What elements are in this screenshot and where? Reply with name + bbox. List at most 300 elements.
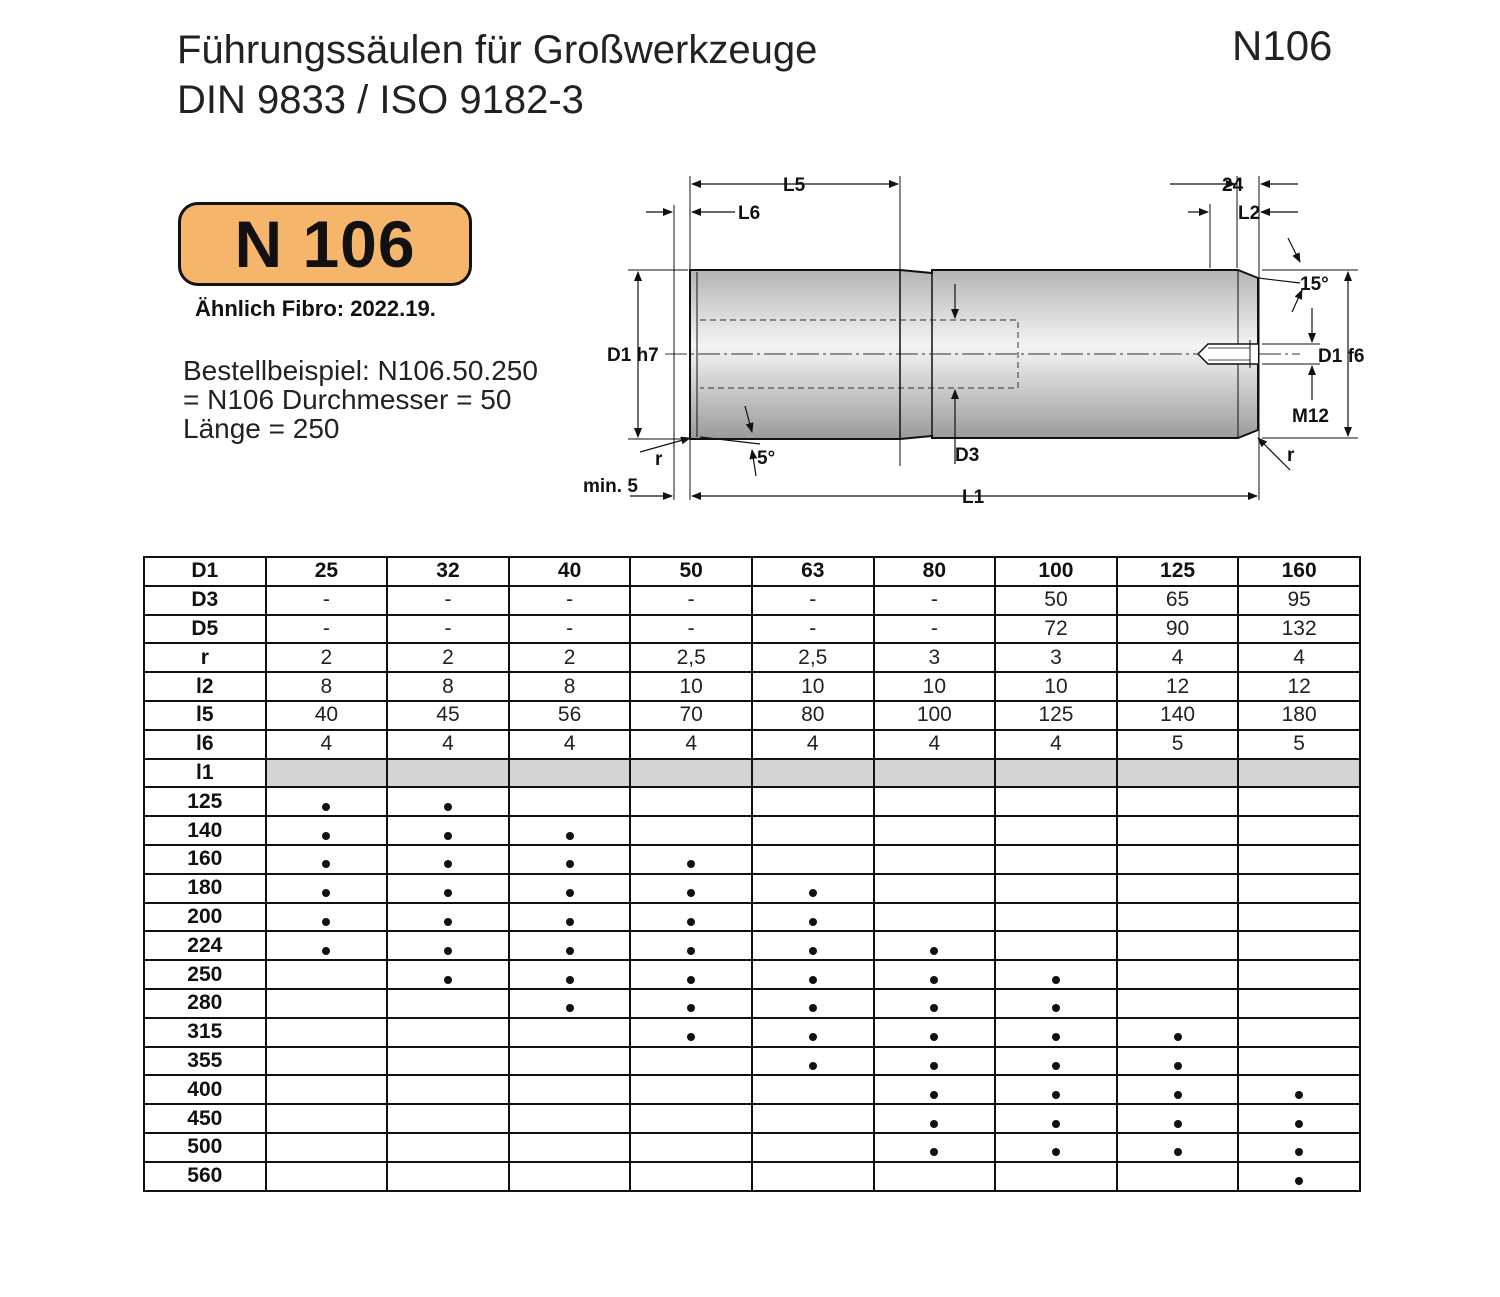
dimension-table bbox=[143, 556, 1361, 1192]
availability-cell bbox=[752, 1104, 874, 1133]
availability-cell bbox=[752, 931, 874, 960]
availability-cell bbox=[387, 1018, 509, 1047]
row-label: 180 bbox=[144, 874, 266, 903]
availability-cell bbox=[630, 1018, 752, 1047]
available-dot-icon bbox=[930, 947, 938, 955]
table-cell: 125 bbox=[995, 701, 1117, 730]
availability-cell bbox=[752, 1018, 874, 1047]
product-badge: N 106 bbox=[178, 202, 472, 286]
availability-cell bbox=[1117, 1075, 1239, 1104]
available-dot-icon bbox=[930, 1033, 938, 1041]
availability-cell bbox=[266, 960, 388, 989]
availability-cell bbox=[630, 874, 752, 903]
row-label: 140 bbox=[144, 816, 266, 845]
availability-cell bbox=[630, 1047, 752, 1076]
table-cell: 65 bbox=[1117, 586, 1239, 615]
label-l5: L5 bbox=[783, 175, 806, 196]
availability-cell bbox=[266, 1075, 388, 1104]
header-diameter: 63 bbox=[752, 557, 874, 586]
availability-cell bbox=[874, 816, 996, 845]
available-dot-icon bbox=[1295, 1120, 1303, 1128]
available-dot-icon bbox=[930, 1062, 938, 1070]
availability-cell bbox=[387, 1047, 509, 1076]
availability-cell bbox=[1117, 1018, 1239, 1047]
available-dot-icon bbox=[1052, 1033, 1060, 1041]
availability-cell bbox=[874, 1162, 996, 1191]
availability-cell bbox=[1117, 787, 1239, 816]
available-dot-icon bbox=[322, 832, 330, 840]
row-label: 400 bbox=[144, 1075, 266, 1104]
available-dot-icon bbox=[687, 947, 695, 955]
table-cell: 2 bbox=[266, 643, 388, 672]
availability-cell bbox=[266, 931, 388, 960]
availability-cell bbox=[874, 1104, 996, 1133]
row-label: 250 bbox=[144, 960, 266, 989]
row-label: D3 bbox=[144, 586, 266, 615]
available-dot-icon bbox=[1052, 1004, 1060, 1012]
table-row bbox=[144, 874, 1360, 903]
availability-cell bbox=[874, 960, 996, 989]
availability-cell bbox=[630, 903, 752, 932]
table-cell bbox=[1117, 759, 1239, 788]
availability-cell bbox=[995, 787, 1117, 816]
table-cell: 4 bbox=[1238, 643, 1360, 672]
availability-cell bbox=[509, 787, 631, 816]
availability-cell bbox=[387, 1104, 509, 1133]
table-row bbox=[144, 960, 1360, 989]
available-dot-icon bbox=[322, 803, 330, 811]
available-dot-icon bbox=[930, 976, 938, 984]
availability-cell bbox=[266, 1133, 388, 1162]
availability-cell bbox=[995, 1075, 1117, 1104]
available-dot-icon bbox=[566, 889, 574, 897]
table-cell: 8 bbox=[509, 672, 631, 701]
row-label: D5 bbox=[144, 615, 266, 644]
table-cell bbox=[387, 759, 509, 788]
availability-cell bbox=[630, 1075, 752, 1104]
availability-cell bbox=[874, 1133, 996, 1162]
available-dot-icon bbox=[444, 976, 452, 984]
available-dot-icon bbox=[444, 832, 452, 840]
arrow-15deg-top bbox=[1288, 238, 1300, 262]
availability-cell bbox=[387, 845, 509, 874]
table-cell: 80 bbox=[752, 701, 874, 730]
availability-cell bbox=[752, 1075, 874, 1104]
availability-cell bbox=[509, 960, 631, 989]
table-cell: - bbox=[630, 586, 752, 615]
table-cell: 90 bbox=[1117, 615, 1239, 644]
availability-cell bbox=[752, 960, 874, 989]
table-row bbox=[144, 931, 1360, 960]
availability-cell bbox=[266, 903, 388, 932]
table-cell: - bbox=[752, 615, 874, 644]
availability-cell bbox=[266, 1018, 388, 1047]
available-dot-icon bbox=[1052, 1091, 1060, 1099]
availability-cell bbox=[752, 874, 874, 903]
label-15deg: 15° bbox=[1300, 274, 1329, 295]
availability-cell bbox=[874, 845, 996, 874]
availability-cell bbox=[874, 931, 996, 960]
arrow-5deg-bottom bbox=[752, 450, 756, 476]
table-cell: 132 bbox=[1238, 615, 1360, 644]
header-diameter: 50 bbox=[630, 557, 752, 586]
table-cell: 2,5 bbox=[752, 643, 874, 672]
label-5deg: 5° bbox=[757, 448, 776, 469]
table-cell: - bbox=[752, 586, 874, 615]
table-cell: 4 bbox=[1117, 643, 1239, 672]
availability-cell bbox=[995, 845, 1117, 874]
availability-cell bbox=[509, 816, 631, 845]
availability-cell bbox=[630, 1162, 752, 1191]
table-cell: 4 bbox=[995, 730, 1117, 759]
availability-cell bbox=[1238, 960, 1360, 989]
availability-cell bbox=[1238, 903, 1360, 932]
row-label: 450 bbox=[144, 1104, 266, 1133]
label-l6: L6 bbox=[738, 203, 761, 224]
table-row bbox=[144, 989, 1360, 1018]
availability-cell bbox=[874, 1047, 996, 1076]
availability-cell bbox=[1238, 1133, 1360, 1162]
table-row bbox=[144, 615, 1360, 644]
availability-cell bbox=[1238, 1104, 1360, 1133]
similar-reference: Ähnlich Fibro: 2022.19. bbox=[195, 296, 436, 321]
availability-cell bbox=[752, 1162, 874, 1191]
available-dot-icon bbox=[322, 918, 330, 926]
header-diameter: 80 bbox=[874, 557, 996, 586]
availability-cell bbox=[995, 960, 1117, 989]
available-dot-icon bbox=[687, 889, 695, 897]
available-dot-icon bbox=[809, 947, 817, 955]
availability-cell bbox=[1117, 1104, 1239, 1133]
table-cell: - bbox=[874, 615, 996, 644]
availability-cell bbox=[630, 845, 752, 874]
availability-cell bbox=[266, 989, 388, 1018]
availability-cell bbox=[387, 960, 509, 989]
available-dot-icon bbox=[1295, 1177, 1303, 1185]
table-row bbox=[144, 730, 1360, 759]
table-row bbox=[144, 1104, 1360, 1133]
available-dot-icon bbox=[1174, 1062, 1182, 1070]
availability-cell bbox=[995, 1047, 1117, 1076]
table-cell: - bbox=[266, 586, 388, 615]
availability-cell bbox=[387, 903, 509, 932]
availability-cell bbox=[1117, 960, 1239, 989]
table-cell: 4 bbox=[509, 730, 631, 759]
available-dot-icon bbox=[809, 918, 817, 926]
table-row bbox=[144, 643, 1360, 672]
table-row bbox=[144, 1075, 1360, 1104]
label-l1: L1 bbox=[962, 487, 985, 508]
availability-cell bbox=[1238, 845, 1360, 874]
available-dot-icon bbox=[566, 1004, 574, 1012]
availability-cell bbox=[1117, 1047, 1239, 1076]
availability-cell bbox=[752, 1133, 874, 1162]
order-example-line-2: = N106 Durchmesser = 50 bbox=[183, 384, 512, 415]
available-dot-icon bbox=[809, 1004, 817, 1012]
table-row bbox=[144, 586, 1360, 615]
row-label: l2 bbox=[144, 672, 266, 701]
availability-cell bbox=[1238, 816, 1360, 845]
available-dot-icon bbox=[566, 918, 574, 926]
availability-cell bbox=[509, 874, 631, 903]
row-label: 160 bbox=[144, 845, 266, 874]
available-dot-icon bbox=[322, 860, 330, 868]
available-dot-icon bbox=[566, 832, 574, 840]
row-label: 280 bbox=[144, 989, 266, 1018]
availability-cell bbox=[995, 1104, 1117, 1133]
row-label: 224 bbox=[144, 931, 266, 960]
availability-cell bbox=[1117, 816, 1239, 845]
table-cell: 10 bbox=[630, 672, 752, 701]
availability-cell bbox=[995, 1162, 1117, 1191]
availability-cell bbox=[995, 1018, 1117, 1047]
available-dot-icon bbox=[1174, 1033, 1182, 1041]
leader-15deg bbox=[1258, 278, 1300, 283]
availability-cell bbox=[1238, 989, 1360, 1018]
table-cell: - bbox=[874, 586, 996, 615]
page-subtitle-standard: DIN 9833 / ISO 9182-3 bbox=[177, 78, 584, 122]
availability-cell bbox=[387, 816, 509, 845]
row-label: 315 bbox=[144, 1018, 266, 1047]
availability-cell bbox=[874, 1075, 996, 1104]
label-m12: M12 bbox=[1292, 406, 1329, 427]
availability-cell bbox=[1117, 931, 1239, 960]
availability-cell bbox=[1238, 787, 1360, 816]
label-24: 24 bbox=[1222, 175, 1244, 196]
availability-cell bbox=[752, 989, 874, 1018]
thread-hole bbox=[1198, 344, 1258, 364]
label-d1h7: D1 h7 bbox=[607, 345, 659, 366]
table-row bbox=[144, 845, 1360, 874]
available-dot-icon bbox=[809, 889, 817, 897]
table-cell: 4 bbox=[266, 730, 388, 759]
availability-cell bbox=[509, 1104, 631, 1133]
label-min5: min. 5 bbox=[583, 476, 638, 497]
availability-cell bbox=[387, 1162, 509, 1191]
table-cell bbox=[266, 759, 388, 788]
table-cell: 50 bbox=[995, 586, 1117, 615]
header-label: D1 bbox=[144, 557, 266, 586]
availability-cell bbox=[1117, 874, 1239, 903]
label-d1f6: D1 f6 bbox=[1318, 346, 1365, 367]
availability-cell bbox=[995, 816, 1117, 845]
header-diameter: 125 bbox=[1117, 557, 1239, 586]
availability-cell bbox=[509, 989, 631, 1018]
availability-cell bbox=[1238, 874, 1360, 903]
availability-cell bbox=[266, 845, 388, 874]
row-label: 560 bbox=[144, 1162, 266, 1191]
availability-cell bbox=[630, 989, 752, 1018]
table-cell: 10 bbox=[752, 672, 874, 701]
available-dot-icon bbox=[322, 947, 330, 955]
table-row bbox=[144, 701, 1360, 730]
availability-cell bbox=[509, 1133, 631, 1162]
availability-cell bbox=[874, 903, 996, 932]
row-label: 500 bbox=[144, 1133, 266, 1162]
availability-cell bbox=[266, 1162, 388, 1191]
table-cell bbox=[509, 759, 631, 788]
table-cell: 40 bbox=[266, 701, 388, 730]
availability-cell bbox=[1238, 1162, 1360, 1191]
available-dot-icon bbox=[1052, 1148, 1060, 1156]
availability-cell bbox=[874, 989, 996, 1018]
table-cell: 2 bbox=[509, 643, 631, 672]
available-dot-icon bbox=[444, 947, 452, 955]
table-cell: 140 bbox=[1117, 701, 1239, 730]
availability-cell bbox=[266, 787, 388, 816]
row-label: 125 bbox=[144, 787, 266, 816]
availability-cell bbox=[387, 874, 509, 903]
available-dot-icon bbox=[687, 918, 695, 926]
table-cell: 4 bbox=[874, 730, 996, 759]
available-dot-icon bbox=[444, 860, 452, 868]
availability-cell bbox=[387, 787, 509, 816]
order-example-line-1: Bestellbeispiel: N106.50.250 bbox=[183, 355, 538, 386]
table-cell: 100 bbox=[874, 701, 996, 730]
label-l2: L2 bbox=[1238, 203, 1261, 224]
availability-cell bbox=[995, 989, 1117, 1018]
available-dot-icon bbox=[1174, 1148, 1182, 1156]
table-cell: - bbox=[630, 615, 752, 644]
availability-cell bbox=[387, 1133, 509, 1162]
availability-cell bbox=[630, 931, 752, 960]
table-row bbox=[144, 787, 1360, 816]
availability-cell bbox=[630, 816, 752, 845]
available-dot-icon bbox=[1052, 1062, 1060, 1070]
row-label: l1 bbox=[144, 759, 266, 788]
row-label: r bbox=[144, 643, 266, 672]
availability-cell bbox=[874, 1018, 996, 1047]
available-dot-icon bbox=[930, 1148, 938, 1156]
table-cell bbox=[874, 759, 996, 788]
table-row bbox=[144, 1162, 1360, 1191]
available-dot-icon bbox=[687, 1004, 695, 1012]
availability-cell bbox=[1117, 1133, 1239, 1162]
available-dot-icon bbox=[444, 803, 452, 811]
table-cell: - bbox=[509, 586, 631, 615]
product-code: N106 bbox=[1232, 22, 1333, 69]
available-dot-icon bbox=[566, 976, 574, 984]
table-cell: 4 bbox=[752, 730, 874, 759]
available-dot-icon bbox=[1052, 976, 1060, 984]
table-cell bbox=[1238, 759, 1360, 788]
availability-cell bbox=[509, 845, 631, 874]
table-cell: 72 bbox=[995, 615, 1117, 644]
availability-cell bbox=[752, 845, 874, 874]
available-dot-icon bbox=[687, 1033, 695, 1041]
table-cell: 70 bbox=[630, 701, 752, 730]
table-cell: 45 bbox=[387, 701, 509, 730]
available-dot-icon bbox=[809, 1062, 817, 1070]
availability-cell bbox=[1117, 903, 1239, 932]
row-label: l5 bbox=[144, 701, 266, 730]
row-label: 200 bbox=[144, 903, 266, 932]
leader-r-right bbox=[1258, 438, 1290, 470]
availability-cell bbox=[995, 903, 1117, 932]
table-cell: 3 bbox=[995, 643, 1117, 672]
availability-cell bbox=[995, 1133, 1117, 1162]
table-cell: 3 bbox=[874, 643, 996, 672]
availability-cell bbox=[874, 787, 996, 816]
table-cell: 12 bbox=[1117, 672, 1239, 701]
availability-cell bbox=[630, 1133, 752, 1162]
header-diameter: 100 bbox=[995, 557, 1117, 586]
label-r-left: r bbox=[655, 449, 663, 470]
table-cell: - bbox=[509, 615, 631, 644]
available-dot-icon bbox=[930, 1091, 938, 1099]
availability-cell bbox=[995, 874, 1117, 903]
table-cell: - bbox=[266, 615, 388, 644]
table-cell: 2 bbox=[387, 643, 509, 672]
availability-cell bbox=[387, 1075, 509, 1104]
available-dot-icon bbox=[930, 1004, 938, 1012]
table-cell: 56 bbox=[509, 701, 631, 730]
table-cell bbox=[752, 759, 874, 788]
table-cell: 8 bbox=[387, 672, 509, 701]
table-cell: 180 bbox=[1238, 701, 1360, 730]
available-dot-icon bbox=[1052, 1120, 1060, 1128]
availability-cell bbox=[387, 989, 509, 1018]
table-row bbox=[144, 903, 1360, 932]
availability-cell bbox=[752, 816, 874, 845]
table-cell: 5 bbox=[1117, 730, 1239, 759]
availability-cell bbox=[874, 874, 996, 903]
table-row bbox=[144, 1133, 1360, 1162]
availability-cell bbox=[752, 787, 874, 816]
table-header-row bbox=[144, 557, 1360, 586]
availability-cell bbox=[387, 931, 509, 960]
availability-cell bbox=[509, 1075, 631, 1104]
leader-r-left bbox=[640, 438, 690, 452]
availability-cell bbox=[266, 874, 388, 903]
table-cell: 4 bbox=[387, 730, 509, 759]
availability-cell bbox=[509, 1018, 631, 1047]
available-dot-icon bbox=[1295, 1148, 1303, 1156]
availability-cell bbox=[1117, 845, 1239, 874]
available-dot-icon bbox=[1174, 1091, 1182, 1099]
table-cell: 10 bbox=[874, 672, 996, 701]
table-cell: 10 bbox=[995, 672, 1117, 701]
header-diameter: 32 bbox=[387, 557, 509, 586]
available-dot-icon bbox=[444, 889, 452, 897]
availability-cell bbox=[1238, 1075, 1360, 1104]
header-diameter: 40 bbox=[509, 557, 631, 586]
table-cell: - bbox=[387, 615, 509, 644]
label-d3: D3 bbox=[955, 445, 980, 466]
available-dot-icon bbox=[809, 976, 817, 984]
availability-cell bbox=[630, 787, 752, 816]
available-dot-icon bbox=[1295, 1091, 1303, 1099]
available-dot-icon bbox=[930, 1120, 938, 1128]
availability-cell bbox=[509, 903, 631, 932]
table-row bbox=[144, 816, 1360, 845]
page-title: Führungssäulen für Großwerkzeuge bbox=[177, 28, 818, 72]
table-cell: 4 bbox=[630, 730, 752, 759]
table-row bbox=[144, 1047, 1360, 1076]
row-label: l6 bbox=[144, 730, 266, 759]
table-cell bbox=[630, 759, 752, 788]
table-row bbox=[144, 672, 1360, 701]
availability-cell bbox=[1117, 989, 1239, 1018]
available-dot-icon bbox=[566, 860, 574, 868]
availability-cell bbox=[752, 903, 874, 932]
availability-cell bbox=[509, 931, 631, 960]
table-cell: 5 bbox=[1238, 730, 1360, 759]
availability-cell bbox=[995, 931, 1117, 960]
table-cell bbox=[995, 759, 1117, 788]
available-dot-icon bbox=[809, 1033, 817, 1041]
table-cell: 2,5 bbox=[630, 643, 752, 672]
